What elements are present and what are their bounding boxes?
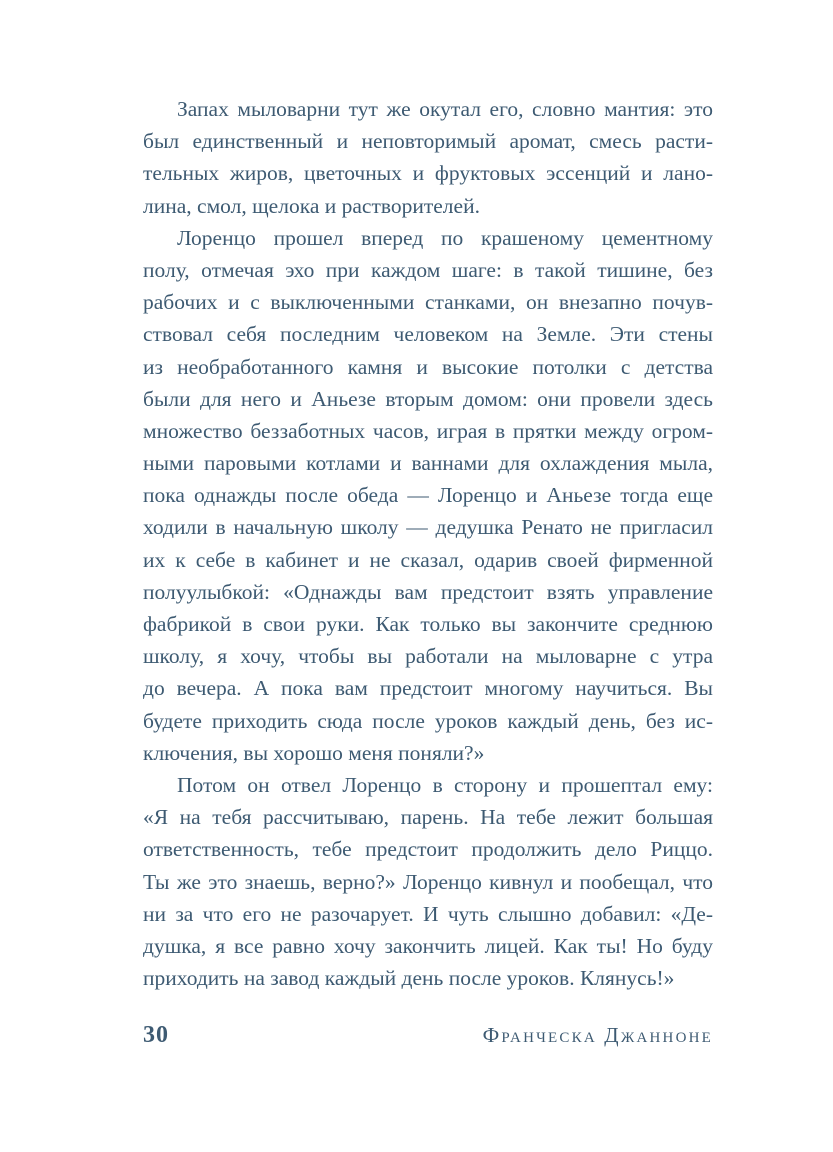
- text-line: ствовал себя последним человеком на Земле. Эти стены: [143, 322, 713, 347]
- paragraph: [143, 769, 713, 994]
- text-line: полуулыбкой: «Однажды вам предстоит взять управление: [143, 579, 713, 604]
- text-line: ответственность, тебе предстоит продолжить дело Риццо.: [143, 837, 713, 862]
- text-line: Запах мыловарни тут же окутал его, словно мантия: это: [177, 97, 713, 121]
- text-line: полу, отмечая эхо при каждом шаге: в такой тишине, без: [143, 257, 713, 282]
- text-line: множество беззаботных часов, играя в прятки между огром-: [143, 418, 713, 443]
- text-line: их к себе в кабинет и не сказал, одарив своей фирменной: [143, 547, 713, 572]
- text-line: пока однажды после обеда — Лоренцо и Аньезе тогда еще: [143, 483, 713, 508]
- text-block: [143, 93, 713, 994]
- text-line: будете приходить сюда после уроков каждый день, без ис-: [143, 708, 713, 733]
- paragraph: [143, 222, 713, 769]
- text-line: лина, смол, щелока и растворителей.: [143, 193, 480, 218]
- page-footer: [143, 1022, 713, 1054]
- text-line: ни за что его не разочарует. И чуть слышно добавил: «Де-: [143, 901, 713, 926]
- text-line: Ты же это знаешь, верно?» Лоренцо кивнул и пообещал, что: [143, 869, 713, 894]
- text-line: «Я на тебя рассчитываю, парень. На тебе лежит большая: [143, 805, 713, 830]
- text-line: приходить на завод каждый день после уроков. Клянусь!»: [143, 966, 675, 991]
- text-line: школу, я хочу, чтобы вы работали на мыловарне с утра: [143, 644, 713, 669]
- text-line: Потом он отвел Лоренцо в сторону и прошептал ему:: [177, 772, 713, 797]
- text-line: из необработанного камня и высокие потолки с детства: [143, 354, 713, 379]
- text-line: тельных жиров, цветочных и фруктовых эссенций и лано-: [143, 161, 713, 186]
- text-line: были для него и Аньезе вторым домом: они провели здесь: [143, 386, 713, 411]
- text-line: ными паровыми котлами и ваннами для охлаждения мыла,: [143, 451, 713, 476]
- text-line: был единственный и неповторимый аромат, смесь расти-: [143, 129, 713, 154]
- text-line: ключения, вы хорошо меня поняли?»: [143, 740, 485, 765]
- text-line: душка, я все равно хочу закончить лицей. Как ты! Но буду: [143, 933, 713, 958]
- text-line: ходили в начальную школу — дедушка Ренато не пригласил: [143, 515, 713, 540]
- paragraph: [143, 93, 713, 222]
- text-line: рабочих и с выключенными станками, он внезапно почув-: [143, 290, 713, 315]
- running-title-author: Франческа Джанноне: [482, 1023, 713, 1047]
- text-line: Лоренцо прошел вперед по крашеному цементному: [177, 225, 713, 250]
- text-line: до вечера. А пока вам предстоит многому научиться. Вы: [143, 676, 713, 701]
- text-line: фабрикой в свои руки. Как только вы закончите среднюю: [143, 612, 713, 636]
- page-number: 30: [143, 1022, 169, 1048]
